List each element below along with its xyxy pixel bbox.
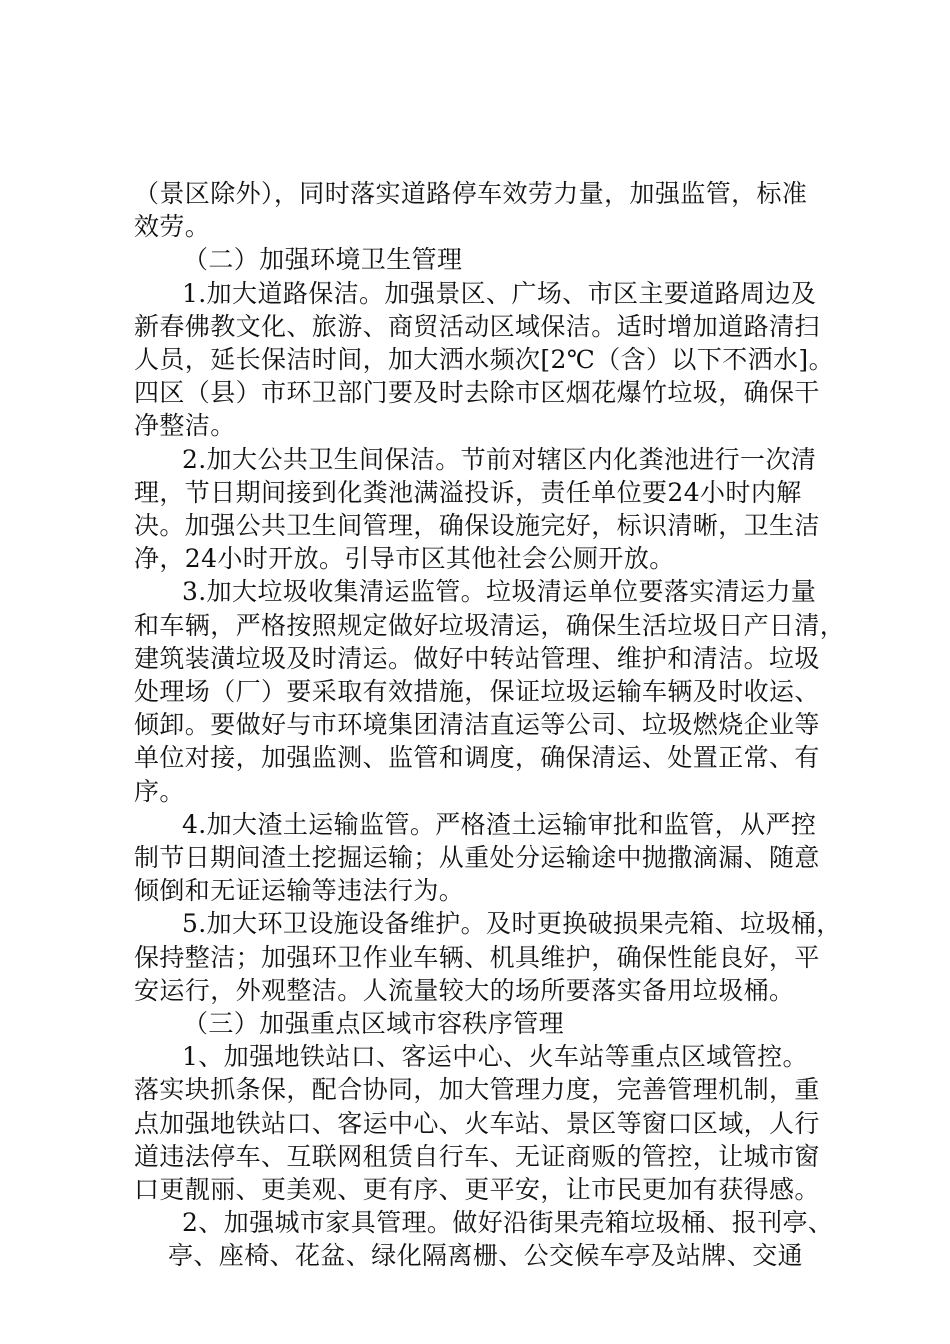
text-line: 3.加大垃圾收集清运监管。垃圾清运单位要落实清运力量 <box>182 577 817 606</box>
text-line: 落实块抓条保，配合协同，加大管理力度，完善管理机制，重 <box>134 1075 820 1104</box>
text-line: 序。 <box>134 777 185 806</box>
text-line: 制节日期间渣土挖掘运输；从重处分运输途中抛撒滴漏、随意 <box>134 843 820 872</box>
text-line: 倾倒和无证运输等违法行为。 <box>134 876 465 905</box>
text-line: 单位对接，加强监测、监管和调度，确保清运、处置正常、有 <box>134 743 820 772</box>
text-line: 点加强地铁站口、客运中心、火车站、景区等窗口区域，人行 <box>134 1109 820 1138</box>
text-line: 净整洁。 <box>134 411 236 440</box>
text-line: 1、加强地铁站口、客运中心、火车站等重点区域管控。 <box>182 1042 808 1071</box>
text-line: 人员，延长保洁时间，加大洒水频次[2℃（含）以下不洒水]。 <box>134 345 834 374</box>
section-heading: （三）加强重点区域市容秩序管理 <box>183 1009 565 1038</box>
text-line: （景区除外），同时落实道路停车效劳力量，加强监管，标准 <box>134 179 808 208</box>
text-line: 倾卸。要做好与市环境集团清洁直运等公司、垃圾燃烧企业等 <box>134 710 820 739</box>
text-line: 口更靓丽、更美观、更有序、更平安，让市民更加有获得感。 <box>134 1175 820 1204</box>
text-line: 道违法停车、互联网租赁自行车、无证商贩的管控，让城市窗 <box>134 1142 820 1171</box>
text-line: 四区（县）市环卫部门要及时去除市区烟花爆竹垃圾，确保干 <box>134 378 820 407</box>
text-line: 1.加大道路保洁。加强景区、广场、市区主要道路周边及 <box>182 279 817 308</box>
text-line: 净，24小时开放。引导市区其他社会公厕开放。 <box>134 544 675 573</box>
text-line: 安运行，外观整洁。人流量较大的场所要落实备用垃圾桶。 <box>134 976 795 1005</box>
text-line: 2、加强城市家具管理。做好沿街果壳箱垃圾桶、报刊亭、 <box>182 1208 834 1237</box>
text-line: 5.加大环卫设施设备维护。及时更换破损果壳箱、垃圾桶， <box>182 909 842 938</box>
text-line: 亭、座椅、花盆、绿化隔离栅、公交候车亭及站牌、交通 <box>168 1241 804 1270</box>
text-line: 新春佛教文化、旅游、商贸活动区域保洁。适时增加道路清扫 <box>134 312 820 341</box>
text-line: 效劳。 <box>134 212 211 241</box>
text-line: 保持整洁；加强环卫作业车辆、机具维护，确保性能良好，平 <box>134 943 820 972</box>
text-line: 处理场（厂）要采取有效措施，保证垃圾运输车辆及时收运、 <box>134 677 820 706</box>
text-line: 和车辆，严格按照规定做好垃圾清运，确保生活垃圾日产日清， <box>134 611 846 640</box>
text-line: 4.加大渣土运输监管。严格渣土运输审批和监管，从严控 <box>182 810 817 839</box>
text-line: 2.加大公共卫生间保洁。节前对辖区内化粪池进行一次清 <box>182 445 817 474</box>
section-heading: （二）加强环境卫生管理 <box>183 245 463 274</box>
text-line: 理，节日期间接到化粪池满溢投诉，责任单位要24小时内解 <box>134 478 802 507</box>
text-line: 建筑装潢垃圾及时清运。做好中转站管理、维护和清洁。垃圾 <box>134 644 820 673</box>
text-line: 决。加强公共卫生间管理，确保设施完好，标识清晰，卫生洁 <box>134 511 820 540</box>
